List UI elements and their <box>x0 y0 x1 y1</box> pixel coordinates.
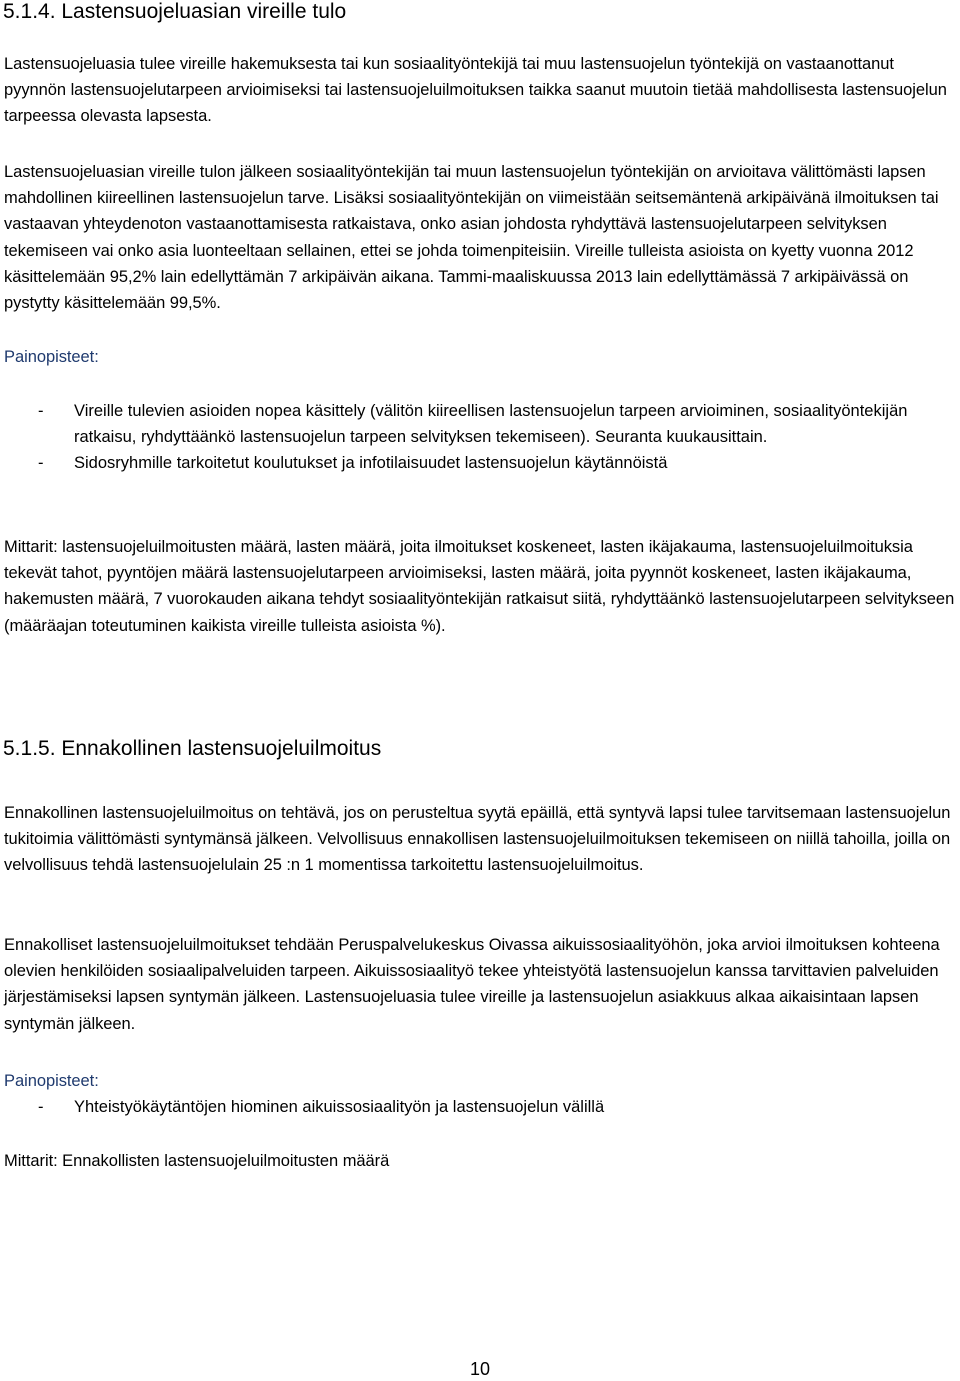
paragraph-oiva: Ennakolliset lastensuojeluilmoitukset tehdään Peruspalvelukeskus Oivassa aikuissosiaalityöhön, joka arvioi ilmoituksen kohteena olevien henkilöiden sosiaalipalveluiden tarpeen. Aikuissosiaalityö tekee yhteistyötä lastensuojelun kanssa tarvittavien palveluiden järjestämiseksi lapsen syntymän jälkeen. Lastensuojeluasia tulee vireille ja lastensuojelun asiakkuus alkaa aikaisintaan lapsen syntymän jälkeen. <box>4 936 940 1033</box>
metrics-paragraph: Mittarit: lastensuojeluilmoitusten määrä, lasten määrä, joita ilmoitukset koskeneet, lasten ikäjakauma, lastensuojeluilmoituksia tekevät tahot, pyyntöjen määrä lastensuojelutarpeen arvioimiseksi, lasten määrä, joita pyynnöt koskeneet, lasten ikäjakauma, hakemusten määrä, 7 vuorokauden aikana tehdyt sosiaalityöntekijän ratkaisut siitä, ryhdyttäänkö lastensuojelutarpeen selvitykseen (määräajan toteutuminen kaikista vireille tulleista asioista %). <box>4 538 955 635</box>
list-item <box>0 398 958 450</box>
list-bullet: - <box>38 454 44 473</box>
paragraph-vireille-tulo: Lastensuojeluasia tulee vireille hakemuksesta tai kun sosiaalityöntekijä tai muu lastensuojelun työntekijä on vastaanottanut pyynnön lastensuojelutarpeen arvioimiseksi tai lastensuojeluilmoituksen taikka saanut muutoin tietää mahdollisesta lastensuojelun tarpeessa olevasta lapsesta. <box>4 55 947 126</box>
list-item <box>0 450 958 476</box>
list-bullet: - <box>38 402 44 420</box>
focus-label: Painopisteet: <box>4 348 99 366</box>
paragraph-ennakollinen: Ennakollinen lastensuojeluilmoitus on tehtävä, jos on perusteltua syytä epäillä, että syntyvä lapsi tulee tarvitsemaan lastensuojelun tukitoimia välittömästi syntymänsä jälkeen. Velvollisuus ennakollisen lastensuojeluilmoituksen tekemiseen on niillä tahoilla, joilla on velvollisuus tehdä lastensuojelulain 25 :n 1 momentissa tarkoitettu lastensuojeluilmoitus. <box>4 804 951 875</box>
focus-list <box>0 398 958 477</box>
list-item <box>0 1094 958 1120</box>
list-bullet: - <box>38 1098 44 1116</box>
section-heading-5-1-4: 5.1.4. Lastensuojeluasian vireille tulo <box>3 0 347 23</box>
metrics-paragraph: Mittarit: Ennakollisten lastensuojeluilmoitusten määrä <box>4 1152 390 1170</box>
focus-list <box>0 1094 958 1120</box>
list-item-text: Vireille tulevien asioiden nopea käsittely (välitön kiireellisen lastensuojelun tarpeen arvioiminen, sosiaalityöntekijän ratkaisu, ryhdyttäänkö lastensuojelun tarpeen selvityksen tekemiseen). Seuranta kuukausittain. <box>74 402 908 447</box>
focus-label: Painopisteet: <box>4 1072 99 1090</box>
section-heading-5-1-5: 5.1.5. Ennakollinen lastensuojeluilmoitus <box>3 737 382 760</box>
paragraph-arviointi: Lastensuojeluasian vireille tulon jälkeen sosiaalityöntekijän tai muun lastensuojelun työntekijän on arvioitava välittömästi lapsen mahdollinen kiireellinen lastensuojelun tarve. Lisäksi sosiaalityöntekijän on viimeistään seitsemäntenä arkipäivänä ilmoituksen tai vastaavan yhteydenoton vastaanottamisesta ratkaistava, onko asian johdosta ryhdyttävä lastensuojelutarpeen selvityksen tekemiseen vai onko asia luonteeltaan sellainen, ettei se johda toimenpiteisiin. Vireille tulleista asioista on kyetty vuonna 2012 käsittelemään 95,2% lain edellyttämän 7 arkipäivän aikana. Tammi-maaliskuussa 2013 lain edellyttämässä 7 arkipäivässä on pystytty käsittelemään 99,5%. <box>4 163 939 313</box>
list-item-text: Sidosryhmille tarkoitetut koulutukset ja infotilaisuudet lastensuojelun käytännöistä <box>74 454 668 473</box>
list-item-text: Yhteistyökäytäntöjen hiominen aikuissosiaalityön ja lastensuojelun välillä <box>74 1098 605 1116</box>
page-number: 10 <box>469 1359 491 1379</box>
